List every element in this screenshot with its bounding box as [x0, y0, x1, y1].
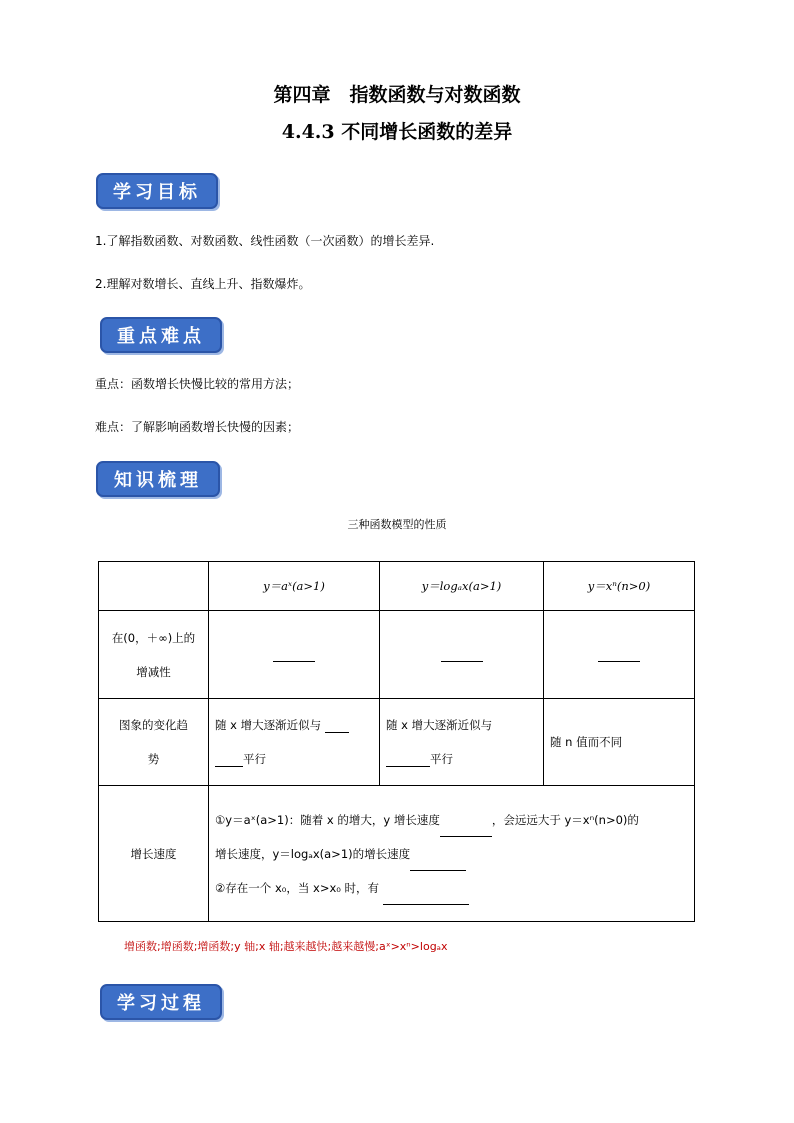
row-label-line: 势 [147, 752, 160, 766]
trend-cell-logarithmic [380, 699, 544, 786]
key-badge [100, 317, 222, 353]
process-badge-label: 学习过程 [117, 993, 205, 1014]
trend-text: 随 n 值而不同 [550, 735, 623, 749]
goal-item: 1.了解指数函数、对数函数、线性函数（一次函数）的增长差异. [95, 234, 435, 248]
chapter-title: 第四章 指数函数与对数函数 [273, 84, 521, 106]
difficulty-text: 难点：了解影响函数增长快慢的因素； [95, 420, 300, 434]
col-header-power: y＝xⁿ(n>0) [544, 562, 695, 611]
answer-key: 增函数;增函数;增函数;y 轴;x 轴;越来越快;越来越慢;aˣ>xⁿ>logₐx [124, 940, 448, 953]
col-header-exponential: y＝aˣ(a>1) [209, 562, 380, 611]
blank-cell [544, 611, 695, 699]
trend-text: 随 x 增大逐渐近似与 [215, 717, 373, 733]
focus-text: 重点：函数增长快慢比较的常用方法； [95, 377, 300, 391]
row-label-line: 增减性 [136, 664, 171, 679]
trend-text: 平行 [215, 751, 373, 767]
goals-badge [96, 173, 218, 209]
blank-cell [209, 611, 380, 699]
speed-line: ①y＝aˣ(a>1)：随着 x 的增大，y 增长速度 ，会远远大于 y＝xⁿ(n>0)的 [215, 803, 688, 837]
row-label-speed: 增长速度 [99, 786, 209, 922]
goals-badge-label: 学习目标 [113, 182, 201, 203]
trend-cell-power [544, 699, 695, 786]
answer-blank [215, 765, 243, 767]
row-label-trend [99, 699, 209, 786]
answer-blank [386, 765, 430, 767]
trend-cell-exponential [209, 699, 380, 786]
row-label-line: 图象的变化趋 [119, 718, 188, 732]
answer-blank [441, 660, 483, 662]
key-badge-label: 重点难点 [117, 326, 205, 347]
goal-item: 2.理解对数增长、直线上升、指数爆炸。 [95, 277, 311, 291]
table-corner-cell [99, 562, 209, 611]
answer-blank [598, 660, 640, 662]
trend-text: 随 x 增大逐渐近似与 [386, 718, 493, 732]
section-title: 4.4.3 不同增长函数的差异 [281, 121, 513, 143]
answer-blank [325, 731, 349, 733]
table-caption: 三种函数模型的性质 [347, 518, 447, 531]
speed-cell [209, 786, 695, 922]
process-badge [100, 984, 222, 1020]
function-properties-table [98, 561, 695, 922]
speed-line: 增长速度，y＝logₐx(a>1)的增长速度 [215, 837, 688, 871]
speed-line: ②存在一个 x₀，当 x>x₀ 时，有 [215, 871, 688, 905]
row-label-line: 在(0，＋∞)上的 [111, 630, 196, 645]
col-header-logarithmic: y＝logₐx(a>1) [380, 562, 544, 611]
answer-blank [273, 660, 315, 662]
knowledge-badge [96, 461, 220, 497]
blank-cell [380, 611, 544, 699]
knowledge-badge-label: 知识梳理 [114, 470, 202, 491]
answer-blank [383, 903, 469, 905]
row-label-monotonicity [99, 611, 209, 699]
trend-text: 平行 [386, 751, 537, 767]
